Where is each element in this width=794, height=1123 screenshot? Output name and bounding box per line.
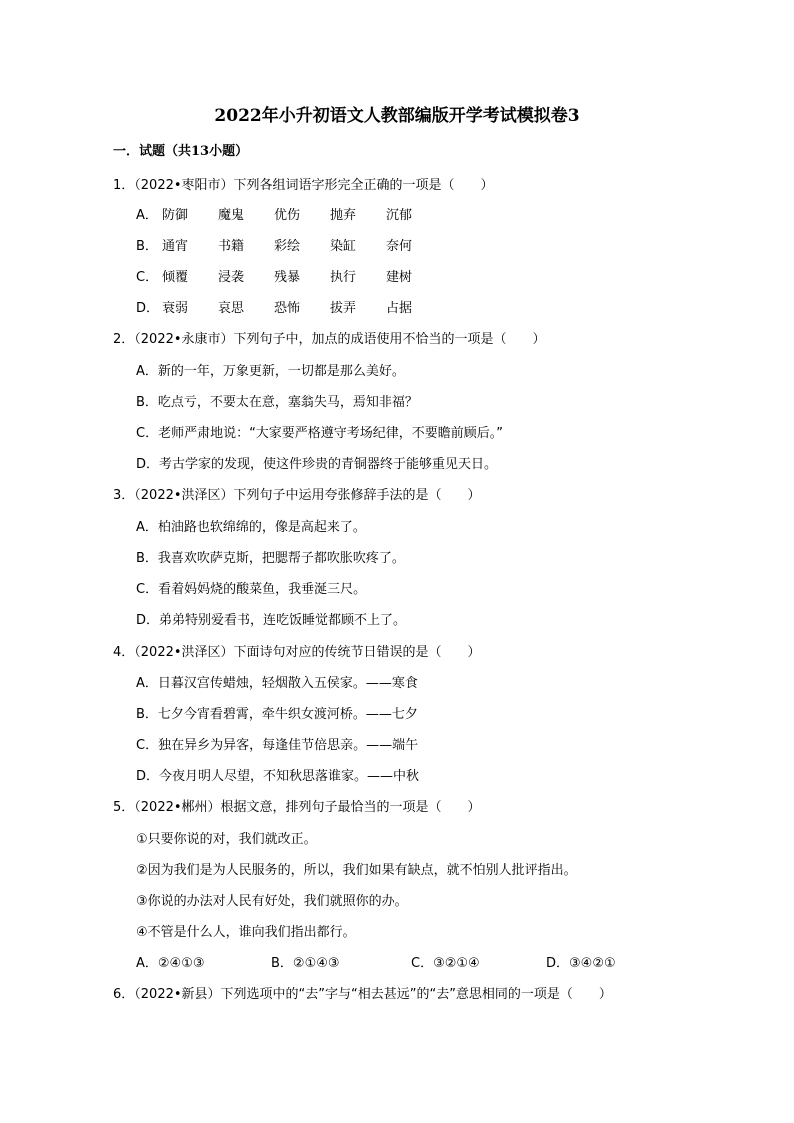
question-3-option-a: A．柏油路也软绵绵的，像是高起来了。 (136, 520, 366, 535)
option-word: 优伤 (274, 208, 301, 223)
option-word: 防御 (162, 208, 189, 223)
question-4-option-d: D．今夜月明人尽望，不知秋思落谁家。——中秋 (136, 769, 420, 784)
question-5-sentence-2: ②因为我们是为人民服务的，所以，我们如果有缺点，就不怕别人批评指出。 (136, 863, 577, 878)
option-label: B． (136, 239, 158, 254)
option-word: 拔弄 (330, 301, 357, 316)
question-2-option-c: C．老师严肃地说：“大家要严格遵守考场纪律，不要瞻前顾后。” (136, 426, 504, 441)
option-word: 建树 (386, 270, 413, 285)
question-5-option-b: B．②①④③ (271, 956, 340, 971)
question-1-option-d (136, 299, 696, 319)
question-4-option-b: B．七夕今宵看碧霄，牵牛织女渡河桥。——七夕 (136, 707, 418, 722)
option-word: 浸袭 (218, 270, 245, 285)
question-1-stem: 1．（2022•枣阳市）下列各组词语字形完全正确的一项是（ ） (113, 178, 494, 193)
question-2-option-d: D．考古学家的发现，使这件珍贵的青铜器终于能够重见天日。 (136, 457, 498, 472)
question-2-option-a: A．新的一年，万象更新，一切都是那么美好。 (136, 364, 405, 379)
question-3-option-c: C．看着妈妈烧的酸菜鱼，我垂涎三尺。 (136, 582, 367, 597)
question-5-stem: 5．（2022•郴州）根据文意，排列句子最恰当的一项是（ ） (113, 800, 481, 815)
page-title: 2022年小升初语文人教部编版开学考试模拟卷3 (214, 106, 580, 126)
option-label: A． (136, 208, 158, 223)
question-1-option-b (136, 237, 696, 257)
question-5-option-d: D．③④②① (546, 956, 616, 971)
option-word: 沉郁 (386, 208, 413, 223)
option-word: 书籍 (218, 239, 245, 254)
question-4-option-a: A．日暮汉宫传蜡烛，轻烟散入五侯家。——寒食 (136, 676, 418, 691)
question-5-option-a: A．②④①③ (136, 956, 205, 971)
option-label: D． (136, 301, 160, 316)
option-word: 残暴 (274, 270, 301, 285)
option-word: 魔鬼 (218, 208, 245, 223)
question-3-option-d: D．弟弟特别爱看书，连吃饭睡觉都顾不上了。 (136, 613, 407, 628)
option-word: 倾覆 (162, 270, 189, 285)
question-2-option-b: B．吃点亏，不要太在意，塞翁失马，焉知非福？ (136, 395, 418, 410)
question-1-option-a (136, 206, 696, 226)
section-heading: 一．试题（共13小题） (113, 144, 249, 159)
option-word: 抛弃 (330, 208, 357, 223)
option-label: C． (136, 270, 159, 285)
option-word: 执行 (330, 270, 357, 285)
option-word: 衰弱 (162, 301, 189, 316)
option-word: 通宵 (162, 239, 189, 254)
question-5-options (136, 954, 696, 974)
option-word: 占据 (386, 301, 413, 316)
question-5-sentence-3: ③你说的办法对人民有好处，我们就照你的办。 (136, 894, 408, 909)
option-word: 彩绘 (274, 239, 301, 254)
question-5-option-c: C．③②①④ (411, 956, 480, 971)
question-4-option-c: C．独在异乡为异客，每逢佳节倍思亲。——端午 (136, 738, 419, 753)
question-1-option-c (136, 268, 696, 288)
option-word: 哀思 (218, 301, 245, 316)
option-word: 奈何 (386, 239, 413, 254)
question-4-stem: 4．（2022•洪泽区）下面诗句对应的传统节日错误的是（ ） (113, 645, 481, 660)
question-2-stem: 2．（2022•永康市）下列句子中，加点的成语使用不恰当的一项是（ ） (113, 332, 546, 347)
option-word: 恐怖 (274, 301, 301, 316)
question-3-option-b: B．我喜欢吹萨克斯，把腮帮子都吹胀吹疼了。 (136, 551, 405, 566)
question-5-sentence-4: ④不管是什么人，谁向我们指出都行。 (136, 925, 356, 940)
question-5-sentence-1: ①只要你说的对，我们就改正。 (136, 832, 317, 847)
question-3-stem: 3．（2022•洪泽区）下列句子中运用夸张修辞手法的是（ ） (113, 488, 481, 503)
option-word: 染缸 (330, 239, 357, 254)
question-6-stem: 6．（2022•新县）下列选项中的“去”字与“相去甚远”的“去”意思相同的一项是（ ） (113, 987, 612, 1002)
